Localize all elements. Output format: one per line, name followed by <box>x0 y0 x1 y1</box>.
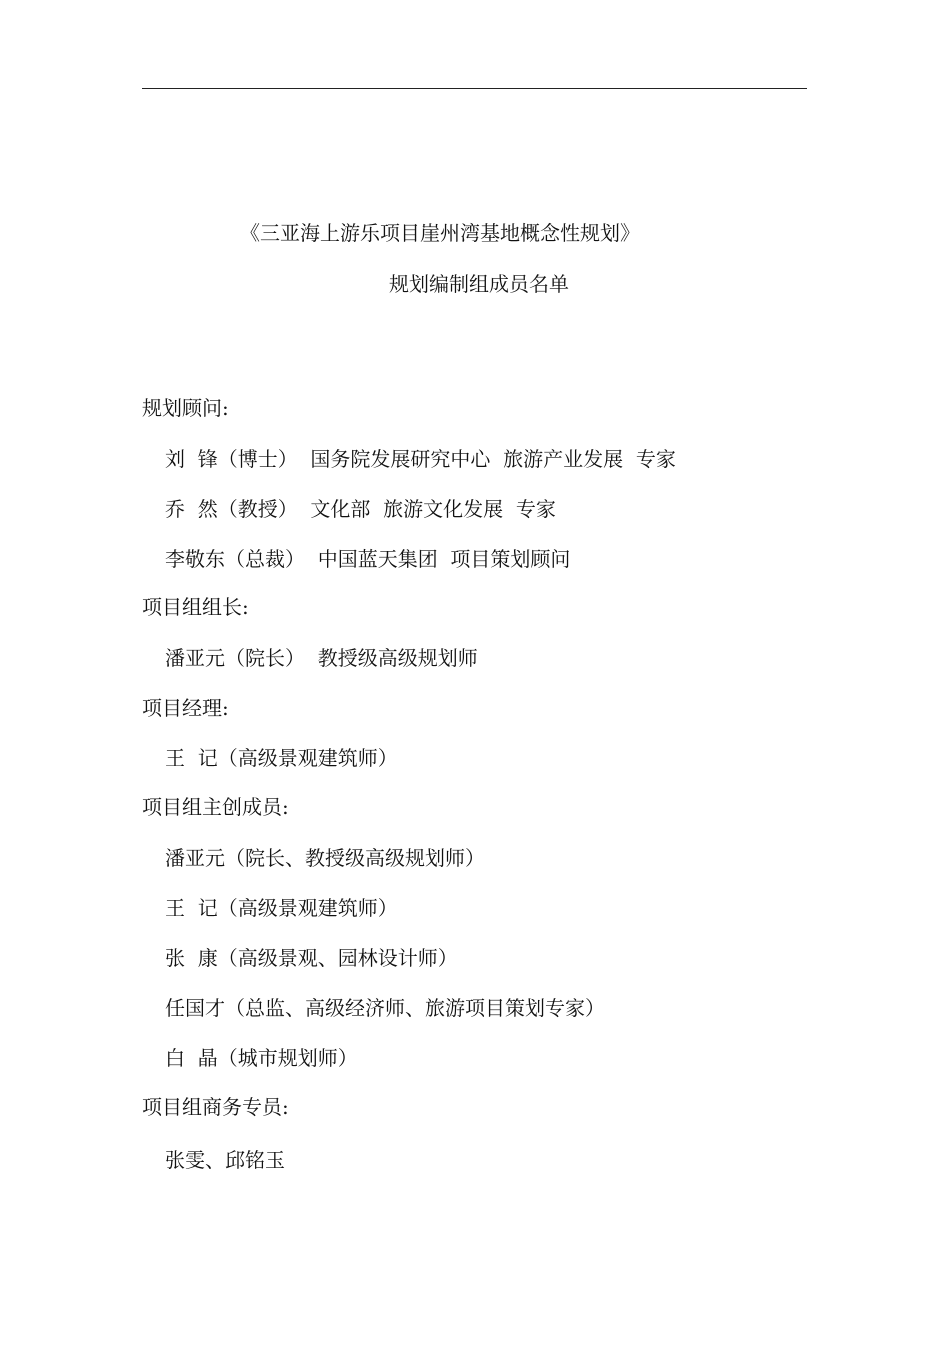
member-line: 张雯、邱铭玉 <box>165 1148 285 1172</box>
member-line: 张 康（高级景观、园林设计师） <box>165 946 458 970</box>
section-heading-core-members: 项目组主创成员: <box>142 795 289 819</box>
member-line: 潘亚元（院长、教授级高级规划师） <box>165 846 485 870</box>
member-line: 李敬东（总裁） 中国蓝天集团 项目策划顾问 <box>165 547 571 571</box>
member-line: 白 晶（城市规划师） <box>165 1046 358 1070</box>
member-line: 王 记（高级景观建筑师） <box>165 746 398 770</box>
member-line: 乔 然（教授） 文化部 旅游文化发展 专家 <box>165 497 556 521</box>
section-heading-advisors: 规划顾问: <box>142 396 229 420</box>
section-heading-team-leader: 项目组组长: <box>142 595 249 619</box>
section-heading-business-staff: 项目组商务专员: <box>142 1095 289 1119</box>
section-heading-project-manager: 项目经理: <box>142 696 229 720</box>
document-subtitle: 规划编制组成员名单 <box>389 272 569 296</box>
document-title: 《三亚海上游乐项目崖州湾基地概念性规划》 <box>240 221 640 245</box>
member-line: 任国才（总监、高级经济师、旅游项目策划专家） <box>165 996 605 1020</box>
member-line: 潘亚元（院长） 教授级高级规划师 <box>165 646 478 670</box>
member-line: 王 记（高级景观建筑师） <box>165 896 398 920</box>
member-line: 刘 锋（博士） 国务院发展研究中心 旅游产业发展 专家 <box>165 447 676 471</box>
top-rule <box>142 88 807 89</box>
